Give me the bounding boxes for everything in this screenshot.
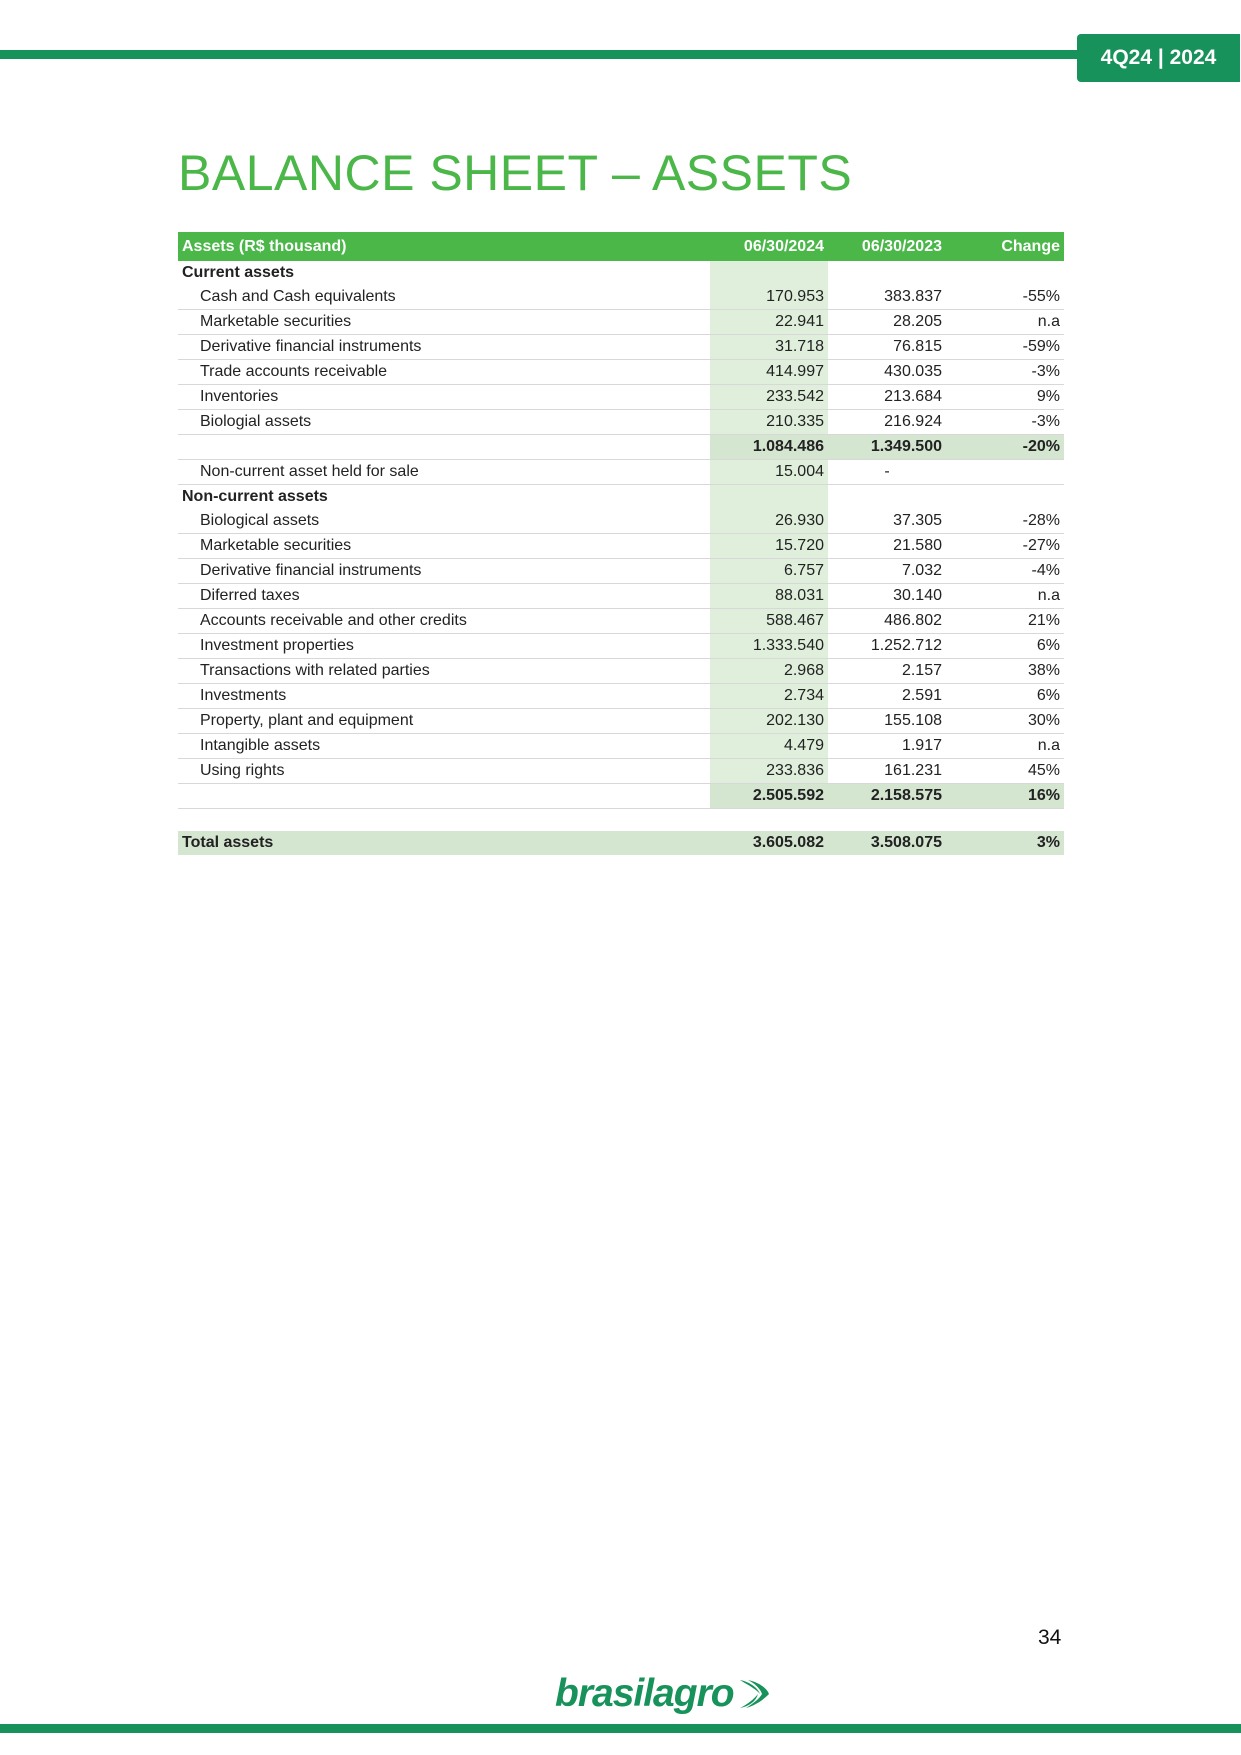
cell-2023: 2.157 [828,659,946,684]
table-row [178,310,1064,335]
table-row [178,734,1064,759]
page-title: BALANCE SHEET – ASSETS [178,145,853,201]
cell-change: -28% [946,509,1064,534]
cell-2024: 15.004 [710,460,828,485]
table-row [178,360,1064,385]
cell-2024: 26.930 [710,509,828,534]
row-label: Biological assets [178,509,710,534]
row-label: Transactions with related parties [178,659,710,684]
cell-2023: 383.837 [828,285,946,310]
section-current-assets [178,261,1064,285]
logo-wordmark: brasilagro [555,1672,734,1715]
page-number: 34 [1038,1626,1062,1649]
table-row [178,584,1064,609]
cell-2024: 2.968 [710,659,828,684]
row-label: Marketable securities [178,310,710,335]
cell-2023: 161.231 [828,759,946,784]
cell-2023: 21.580 [828,534,946,559]
section-label: Non-current assets [182,488,328,505]
row-label: Property, plant and equipment [178,709,710,734]
total-2023: 3.508.075 [828,831,946,855]
cell-2023: - [828,460,946,485]
cell-change: -4% [946,559,1064,584]
cell-change [946,485,1064,510]
table-row [178,335,1064,360]
cell-2024: 170.953 [710,285,828,310]
table-row [178,684,1064,709]
cell-change: -3% [946,360,1064,385]
cell-change: -27% [946,534,1064,559]
cell-2023 [828,485,946,510]
table-row [178,709,1064,734]
subtotal-label [178,435,710,460]
cell-change: n.a [946,310,1064,335]
cell-2024: 88.031 [710,584,828,609]
row-label: Non-current asset held for sale [178,460,710,485]
logo-swoosh-icon [736,1677,772,1711]
cell-2023: 1.252.712 [828,634,946,659]
cell-change: n.a [946,584,1064,609]
cell-2024: 2.734 [710,684,828,709]
cell-2023: 216.924 [828,410,946,435]
total-label: Total assets [178,831,710,855]
cell-2023: 7.032 [828,559,946,584]
cell-2024: 1.333.540 [710,634,828,659]
cell-change [946,261,1064,285]
cell-2023: 37.305 [828,509,946,534]
bottom-accent-bar [0,1724,1241,1733]
row-label: Derivative financial instruments [178,559,710,584]
cell-2023: 30.140 [828,584,946,609]
cell-2024: 233.542 [710,385,828,410]
row-label: Inventories [178,385,710,410]
cell-2024: 202.130 [710,709,828,734]
cell-change: 6% [946,634,1064,659]
row-label: Diferred taxes [178,584,710,609]
cell-2024: 588.467 [710,609,828,634]
table-row [178,410,1064,435]
cell-2023: 486.802 [828,609,946,634]
top-accent-bar [0,50,1090,59]
row-label: Investments [178,684,710,709]
table-row [178,559,1064,584]
cell-2023: 28.205 [828,310,946,335]
table-row [178,385,1064,410]
cell-2024: 414.997 [710,360,828,385]
cell-2023: 2.591 [828,684,946,709]
cell-2024: 6.757 [710,559,828,584]
cell-2024: 210.335 [710,410,828,435]
row-label: Intangible assets [178,734,710,759]
cell-change [946,460,1064,485]
table-row [178,759,1064,784]
table-row [178,509,1064,534]
cell-change: 30% [946,709,1064,734]
cell-2023 [828,261,946,285]
column-header-change: Change [946,232,1064,261]
cell-2023: 155.108 [828,709,946,734]
cell-change: -3% [946,410,1064,435]
column-header-2024: 06/30/2024 [710,232,828,261]
cell-2023: 430.035 [828,360,946,385]
table-row [178,609,1064,634]
table-row [178,534,1064,559]
cell-change: 6% [946,684,1064,709]
column-header-label: Assets (R$ thousand) [178,232,710,261]
balance-sheet-table [178,232,1064,855]
row-label: Investment properties [178,634,710,659]
subtotal-current-assets [178,435,1064,460]
cell-change: 45% [946,759,1064,784]
spacer-row [178,809,1064,832]
total-change: 3% [946,831,1064,855]
cell-change: 21% [946,609,1064,634]
table-body [178,261,1064,855]
subtotal-2024: 2.505.592 [710,784,828,809]
total-assets-row [178,831,1064,855]
subtotal-2023: 2.158.575 [828,784,946,809]
cell-change: -55% [946,285,1064,310]
row-label: Derivative financial instruments [178,335,710,360]
subtotal-label [178,784,710,809]
cell-change: n.a [946,734,1064,759]
table-header-row [178,232,1064,261]
row-label: Marketable securities [178,534,710,559]
cell-change: 9% [946,385,1064,410]
subtotal-non-current-assets [178,784,1064,809]
subtotal-change: 16% [946,784,1064,809]
cell-2023: 76.815 [828,335,946,360]
column-header-2023: 06/30/2023 [828,232,946,261]
row-label: Cash and Cash equivalents [178,285,710,310]
brasilagro-logo [555,1672,772,1716]
spacer-cell [178,809,1064,832]
subtotal-change: -20% [946,435,1064,460]
row-label: Accounts receivable and other credits [178,609,710,634]
subtotal-2023: 1.349.500 [828,435,946,460]
table-row [178,634,1064,659]
table-row [178,659,1064,684]
row-label: Trade accounts receivable [178,360,710,385]
section-label: Current assets [182,264,295,281]
cell-2024: 15.720 [710,534,828,559]
cell-2024 [710,261,828,285]
section-non-current-assets [178,485,1064,510]
cell-2024 [710,485,828,510]
row-held-for-sale [178,460,1064,485]
row-label: Biologial assets [178,410,710,435]
cell-2023: 213.684 [828,385,946,410]
row-label: Using rights [178,759,710,784]
cell-2023: 1.917 [828,734,946,759]
total-2024: 3.605.082 [710,831,828,855]
table-row [178,285,1064,310]
cell-2024: 31.718 [710,335,828,360]
cell-2024: 4.479 [710,734,828,759]
period-badge: 4Q24 | 2024 [1077,34,1240,82]
cell-2024: 233.836 [710,759,828,784]
cell-change: -59% [946,335,1064,360]
cell-change: 38% [946,659,1064,684]
subtotal-2024: 1.084.486 [710,435,828,460]
cell-2024: 22.941 [710,310,828,335]
